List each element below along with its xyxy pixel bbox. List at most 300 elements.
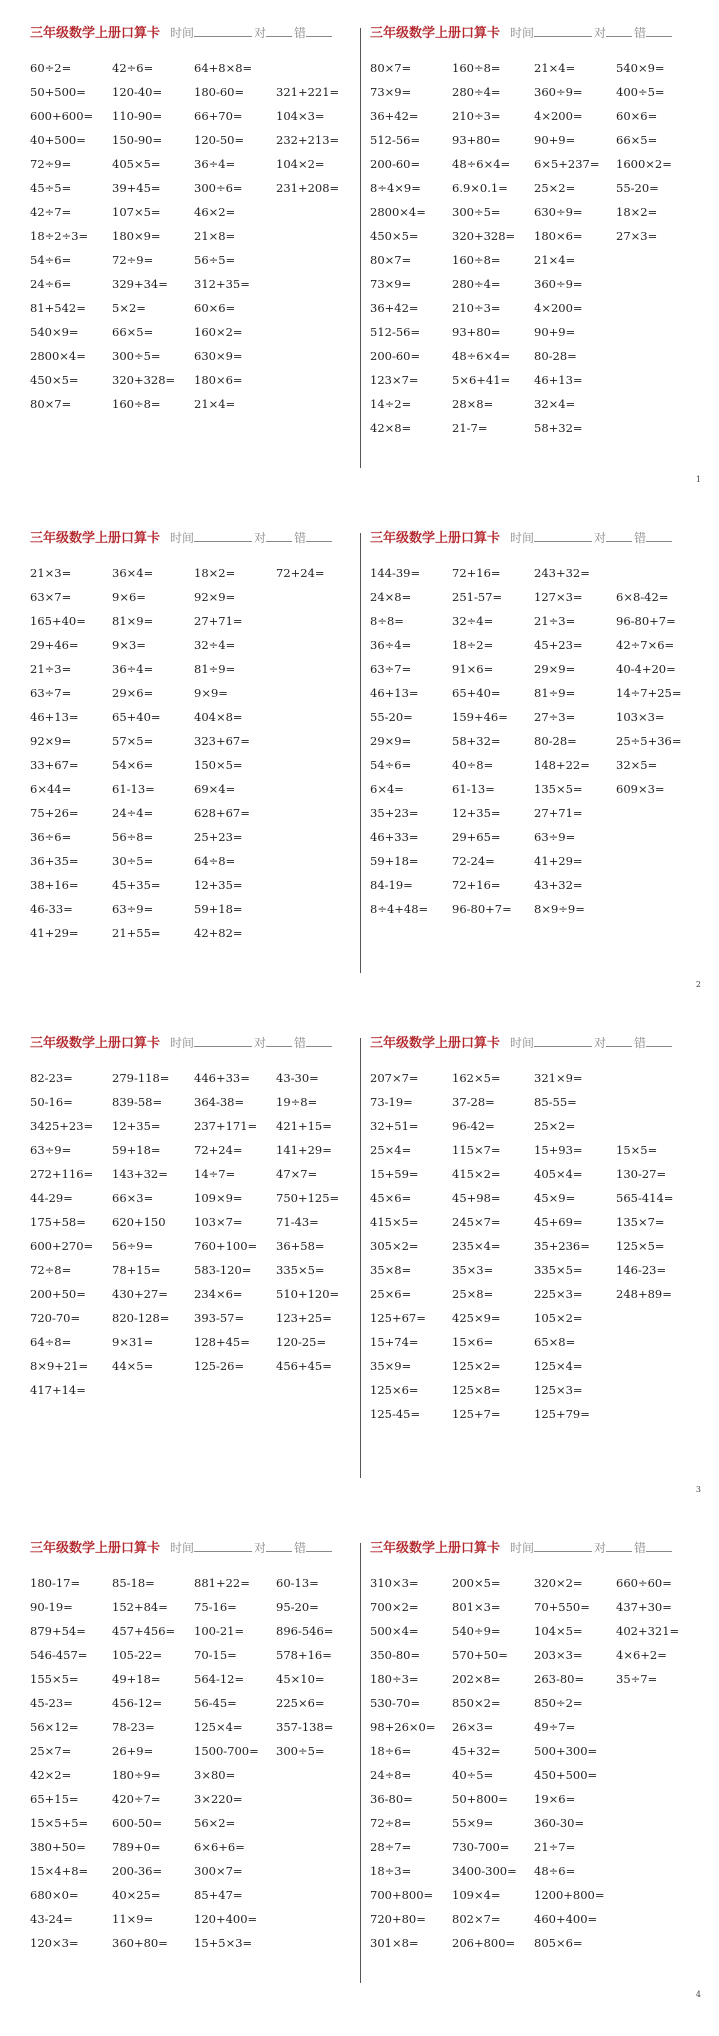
problem: 235×4= — [452, 1239, 501, 1253]
problem: 263-80= — [534, 1672, 585, 1686]
time-blank — [194, 1034, 252, 1047]
problem: 66×5= — [112, 325, 154, 339]
problem: 81÷9= — [194, 662, 236, 676]
problem: 380+50= — [30, 1840, 86, 1854]
problem-row — [370, 1739, 700, 1763]
problem: 180×6= — [534, 229, 583, 243]
problem: 123×7= — [370, 373, 419, 387]
problem: 40×25= — [112, 1888, 161, 1902]
problem: 125-45= — [370, 1407, 421, 1421]
problem: 415×2= — [452, 1167, 501, 1181]
problem: 25+23= — [194, 830, 243, 844]
problem: 27×3= — [616, 229, 658, 243]
problem: 44-29= — [30, 1191, 73, 1205]
problem: 28×8= — [452, 397, 494, 411]
problem: 42×2= — [30, 1768, 72, 1782]
problem: 245×7= — [452, 1215, 501, 1229]
problem: 59+18= — [370, 854, 419, 868]
problem: 301×8= — [370, 1936, 419, 1950]
problem: 15+59= — [370, 1167, 419, 1181]
worksheet-page — [0, 0, 719, 500]
time-label: 时间 — [510, 531, 535, 545]
problem: 72-24= — [452, 854, 495, 868]
wrong-label: 错 — [294, 1036, 307, 1050]
problem: 3425+23= — [30, 1119, 94, 1133]
problem-row — [30, 921, 360, 945]
problem: 15+93= — [534, 1143, 583, 1157]
problem: 300÷5= — [112, 349, 161, 363]
problem: 92×9= — [30, 734, 72, 748]
problem: 15×5+5= — [30, 1816, 89, 1830]
problem: 21×8= — [194, 229, 236, 243]
problem: 40-4+20= — [616, 662, 676, 676]
problem: 6×5+237= — [534, 157, 600, 171]
problem-grid — [30, 1571, 360, 1955]
problem: 81+542= — [30, 301, 86, 315]
problem: 64÷8= — [30, 1335, 72, 1349]
problem: 700×2= — [370, 1600, 419, 1614]
problem: 39+45= — [112, 181, 161, 195]
problem: 45×10= — [276, 1672, 325, 1686]
problem: 91×6= — [452, 662, 494, 676]
problem: 42÷7×6= — [616, 638, 675, 652]
problem: 405×4= — [534, 1167, 583, 1181]
problem-row — [30, 1619, 360, 1643]
problem: 120+400= — [194, 1912, 258, 1926]
page-number: 2 — [695, 980, 701, 989]
problem: 46+13= — [30, 710, 79, 724]
problem: 24÷8= — [370, 1768, 412, 1782]
problem: 430+27= — [112, 1287, 168, 1301]
problem: 128+45= — [194, 1335, 250, 1349]
problem-row — [30, 897, 360, 921]
problem: 36+35= — [30, 854, 79, 868]
problem-row — [30, 1931, 360, 1955]
problem: 450×5= — [370, 229, 419, 243]
problem: 789+0= — [112, 1840, 161, 1854]
problem: 200×5= — [452, 1576, 501, 1590]
problem: 300÷5= — [452, 205, 501, 219]
problem: 55×9= — [452, 1816, 494, 1830]
problem: 46×2= — [194, 205, 236, 219]
problem-row — [30, 1907, 360, 1931]
problem: 180×9= — [112, 229, 161, 243]
problem-row — [30, 873, 360, 897]
problem: 80×7= — [370, 61, 412, 75]
problem: 280÷4= — [452, 85, 501, 99]
problem: 155×5= — [30, 1672, 79, 1686]
problem: 3×220= — [194, 1792, 243, 1806]
problem-row — [30, 1114, 360, 1138]
problem: 320+328= — [452, 229, 516, 243]
problem-grid — [30, 561, 360, 945]
time-label: 时间 — [510, 1036, 535, 1050]
problem: 127×3= — [534, 590, 583, 604]
problem: 405×5= — [112, 157, 161, 171]
problem: 72÷9= — [112, 253, 154, 267]
problem: 105-22= — [112, 1648, 163, 1662]
problem: 103×3= — [616, 710, 665, 724]
correct-blank — [606, 529, 632, 542]
problem: 71-43= — [276, 1215, 319, 1229]
problem: 6×6+6= — [194, 1840, 245, 1854]
center-divider — [360, 533, 361, 973]
problem-row — [370, 1114, 700, 1138]
problem: 609×3= — [616, 782, 665, 796]
problem: 180÷3= — [370, 1672, 419, 1686]
problem: 63÷7= — [370, 662, 412, 676]
problem: 4×6+2= — [616, 1648, 667, 1662]
problem-row — [370, 1282, 700, 1306]
problem: 628+67= — [194, 806, 250, 820]
problem: 93+80= — [452, 133, 501, 147]
problem: 36+42= — [370, 301, 419, 315]
problem: 200-60= — [370, 349, 421, 363]
problem: 78-23= — [112, 1720, 155, 1734]
problem-row — [30, 1090, 360, 1114]
problem-row — [370, 80, 700, 104]
problem: 27+71= — [194, 614, 243, 628]
problem: 12+35= — [194, 878, 243, 892]
problem: 9×3= — [112, 638, 146, 652]
problem: 320+328= — [112, 373, 176, 387]
problem: 600+270= — [30, 1239, 94, 1253]
problem: 103×7= — [194, 1215, 243, 1229]
problem-row — [30, 849, 360, 873]
card-right — [370, 0, 700, 480]
problem: 45÷5= — [30, 181, 72, 195]
problem-row — [370, 705, 700, 729]
problem-row — [30, 1739, 360, 1763]
problem: 29×9= — [370, 734, 412, 748]
card-header — [30, 527, 332, 546]
problem-row — [30, 1354, 360, 1378]
problem-row — [370, 1306, 700, 1330]
problem-row — [30, 1162, 360, 1186]
problem: 80-28= — [534, 349, 577, 363]
problem: 44×5= — [112, 1359, 154, 1373]
problem-row — [30, 56, 360, 80]
problem: 8×9+21= — [30, 1359, 89, 1373]
problem: 25×4= — [370, 1143, 412, 1157]
problem: 234×6= — [194, 1287, 243, 1301]
problem: 29+65= — [452, 830, 501, 844]
problem: 66×3= — [112, 1191, 154, 1205]
problem: 6×4= — [370, 782, 404, 796]
problem: 70-15= — [194, 1648, 237, 1662]
problem-row — [370, 1883, 700, 1907]
problem: 32÷4= — [194, 638, 236, 652]
problem: 225×6= — [276, 1696, 325, 1710]
problem: 160×2= — [194, 325, 243, 339]
problem: 90+9= — [534, 133, 576, 147]
problem: 310×3= — [370, 1576, 419, 1590]
problem-row — [370, 1210, 700, 1234]
problem: 26+9= — [112, 1744, 154, 1758]
problem: 120-25= — [276, 1335, 327, 1349]
problem: 335×5= — [276, 1263, 325, 1277]
problem-row — [370, 1931, 700, 1955]
center-divider — [360, 28, 361, 468]
problem: 36+58= — [276, 1239, 325, 1253]
problem: 40÷5= — [452, 1768, 494, 1782]
problem-grid — [370, 1066, 700, 1426]
problem: 141+29= — [276, 1143, 332, 1157]
problem-row — [370, 1763, 700, 1787]
problem: 65×8= — [534, 1335, 576, 1349]
problem: 680×0= — [30, 1888, 79, 1902]
card-title: 三年级数学上册口算卡 — [30, 26, 161, 41]
problem: 54×6= — [112, 758, 154, 772]
problem: 42÷6= — [112, 61, 154, 75]
problem: 104×3= — [276, 109, 325, 123]
wrong-blank — [646, 529, 672, 542]
problem-row — [370, 200, 700, 224]
problem: 32÷4= — [452, 614, 494, 628]
problem: 56×12= — [30, 1720, 79, 1734]
problem: 36÷4= — [370, 638, 412, 652]
problem: 19×6= — [534, 1792, 576, 1806]
problem: 46-33= — [30, 902, 73, 916]
problem: 300÷5= — [276, 1744, 325, 1758]
problem: 45+98= — [452, 1191, 501, 1205]
problem: 100-21= — [194, 1624, 245, 1638]
problem-row — [30, 392, 360, 416]
problem: 450+500= — [534, 1768, 598, 1782]
problem: 46+33= — [370, 830, 419, 844]
problem: 565-414= — [616, 1191, 674, 1205]
problem: 25÷5+36= — [616, 734, 682, 748]
problem: 512-56= — [370, 133, 421, 147]
problem: 55-20= — [370, 710, 413, 724]
problem: 125×4= — [194, 1720, 243, 1734]
problem: 125×6= — [370, 1383, 419, 1397]
problem: 75-16= — [194, 1600, 237, 1614]
problem: 125×5= — [616, 1239, 665, 1253]
time-label: 时间 — [170, 26, 195, 40]
problem: 630×9= — [194, 349, 243, 363]
correct-blank — [266, 1034, 292, 1047]
problem-row — [30, 1595, 360, 1619]
problem: 35×9= — [370, 1359, 412, 1373]
problem: 248+89= — [616, 1287, 672, 1301]
problem: 364-38= — [194, 1095, 245, 1109]
card-header — [370, 22, 672, 41]
problem: 40÷8= — [452, 758, 494, 772]
problem: 56÷5= — [194, 253, 236, 267]
worksheet-page — [0, 505, 719, 1005]
problem: 82-23= — [30, 1071, 73, 1085]
problem-grid — [370, 1571, 700, 1955]
problem-row — [370, 1402, 700, 1426]
problem: 50+800= — [452, 1792, 508, 1806]
problem: 42×8= — [370, 421, 412, 435]
problem: 21÷7= — [534, 1840, 576, 1854]
problem: 104×2= — [276, 157, 325, 171]
problem: 6.9×0.1= — [452, 181, 508, 195]
problem: 160÷8= — [112, 397, 161, 411]
problem: 56÷9= — [112, 1239, 154, 1253]
problem: 75+26= — [30, 806, 79, 820]
problem: 36×4= — [112, 566, 154, 580]
card-header — [370, 1537, 672, 1556]
correct-label: 对 — [254, 531, 267, 545]
problem: 63÷7= — [30, 686, 72, 700]
problem-row — [370, 1787, 700, 1811]
problem: 96-80+7= — [616, 614, 676, 628]
problem-row — [30, 825, 360, 849]
problem-row — [30, 1763, 360, 1787]
problem: 203×3= — [534, 1648, 583, 1662]
problem-row — [30, 1883, 360, 1907]
problem: 81÷9= — [534, 686, 576, 700]
correct-label: 对 — [594, 1036, 607, 1050]
problem: 72+24= — [276, 566, 325, 580]
problem: 6×44= — [30, 782, 72, 796]
wrong-label: 错 — [294, 26, 307, 40]
problem: 144-39= — [370, 566, 421, 580]
problem: 25×2= — [534, 1119, 576, 1133]
correct-label: 对 — [594, 26, 607, 40]
problem: 61-13= — [112, 782, 155, 796]
problem: 415×5= — [370, 1215, 419, 1229]
problem: 500+300= — [534, 1744, 598, 1758]
problem: 25×8= — [452, 1287, 494, 1301]
problem: 130-27= — [616, 1167, 667, 1181]
problem-row — [370, 1811, 700, 1835]
problem: 27+71= — [534, 806, 583, 820]
problem-row — [370, 1859, 700, 1883]
problem-row — [370, 1234, 700, 1258]
problem: 280÷4= — [452, 277, 501, 291]
problem: 104×5= — [534, 1624, 583, 1638]
problem: 1200+800= — [534, 1888, 605, 1902]
problem: 36+42= — [370, 109, 419, 123]
problem: 202×8= — [452, 1672, 501, 1686]
problem: 48÷6= — [534, 1864, 576, 1878]
problem: 417+14= — [30, 1383, 86, 1397]
problem: 720+80= — [370, 1912, 426, 1926]
problem-row — [30, 200, 360, 224]
problem: 45-23= — [30, 1696, 73, 1710]
problem: 300×7= — [194, 1864, 243, 1878]
problem: 180-17= — [30, 1576, 81, 1590]
problem: 110-90= — [112, 109, 163, 123]
problem: 105×2= — [534, 1311, 583, 1325]
problem: 630÷9= — [534, 205, 583, 219]
problem: 578+16= — [276, 1648, 332, 1662]
problem: 801×3= — [452, 1600, 501, 1614]
wrong-blank — [306, 529, 332, 542]
problem-row — [370, 1643, 700, 1667]
problem: 8÷4×9= — [370, 181, 421, 195]
problem-row — [370, 585, 700, 609]
problem: 2800×4= — [370, 205, 426, 219]
problem: 450×5= — [30, 373, 79, 387]
problem: 48÷6×4= — [452, 349, 511, 363]
problem: 135×5= — [534, 782, 583, 796]
wrong-label: 错 — [634, 26, 647, 40]
time-blank — [534, 24, 592, 37]
time-blank — [534, 1034, 592, 1047]
problem: 437+30= — [616, 1600, 672, 1614]
wrong-label: 错 — [634, 1036, 647, 1050]
problem-row — [30, 368, 360, 392]
problem: 27÷3= — [534, 710, 576, 724]
problem: 120-40= — [112, 85, 163, 99]
problem: 43-30= — [276, 1071, 319, 1085]
problem: 8÷4+48= — [370, 902, 429, 916]
problem: 400÷5= — [616, 85, 665, 99]
problem: 36÷4= — [112, 662, 154, 676]
problem: 125×8= — [452, 1383, 501, 1397]
problem: 404×8= — [194, 710, 243, 724]
problem: 90+9= — [534, 325, 576, 339]
problem-row — [30, 1571, 360, 1595]
problem: 45+32= — [452, 1744, 501, 1758]
problem-row — [370, 1138, 700, 1162]
page-number: 1 — [695, 475, 701, 484]
problem-row — [370, 152, 700, 176]
problem: 33+67= — [30, 758, 79, 772]
problem: 237+171= — [194, 1119, 258, 1133]
problem: 207×7= — [370, 1071, 419, 1085]
card-header — [370, 527, 672, 546]
problem: 59+18= — [112, 1143, 161, 1157]
problem-row — [370, 801, 700, 825]
problem: 120-50= — [194, 133, 245, 147]
problem: 360÷9= — [534, 85, 583, 99]
problem: 57×5= — [112, 734, 154, 748]
problem: 210÷3= — [452, 109, 501, 123]
problem: 93+80= — [452, 325, 501, 339]
problem-row — [370, 320, 700, 344]
problem-row — [370, 825, 700, 849]
problem-row — [370, 296, 700, 320]
problem-row — [370, 897, 700, 921]
problem: 18÷3= — [370, 1864, 412, 1878]
problem: 49÷7= — [534, 1720, 576, 1734]
problem: 460+400= — [534, 1912, 598, 1926]
problem-row — [30, 753, 360, 777]
problem: 45×6= — [370, 1191, 412, 1205]
problem-row — [30, 705, 360, 729]
time-label: 时间 — [170, 1541, 195, 1555]
time-label: 时间 — [510, 1541, 535, 1555]
problem: 72÷8= — [30, 1263, 72, 1277]
problem: 41+29= — [30, 926, 79, 940]
card-title: 三年级数学上册口算卡 — [370, 531, 501, 546]
problem-grid — [370, 56, 700, 440]
problem: 19÷8= — [276, 1095, 318, 1109]
problem: 14÷7+25= — [616, 686, 682, 700]
time-blank — [194, 529, 252, 542]
problem: 123+25= — [276, 1311, 332, 1325]
problem: 312+35= — [194, 277, 250, 291]
problem: 18×2= — [616, 205, 658, 219]
card-left — [30, 1515, 360, 1995]
problem: 12+35= — [112, 1119, 161, 1133]
problem: 54÷6= — [30, 253, 72, 267]
problem: 300÷6= — [194, 181, 243, 195]
problem-row — [370, 56, 700, 80]
problem: 37-28= — [452, 1095, 495, 1109]
problem-row — [370, 176, 700, 200]
problem: 21×4= — [194, 397, 236, 411]
problem-row — [30, 561, 360, 585]
problem: 32×4= — [534, 397, 576, 411]
problem-row — [30, 128, 360, 152]
